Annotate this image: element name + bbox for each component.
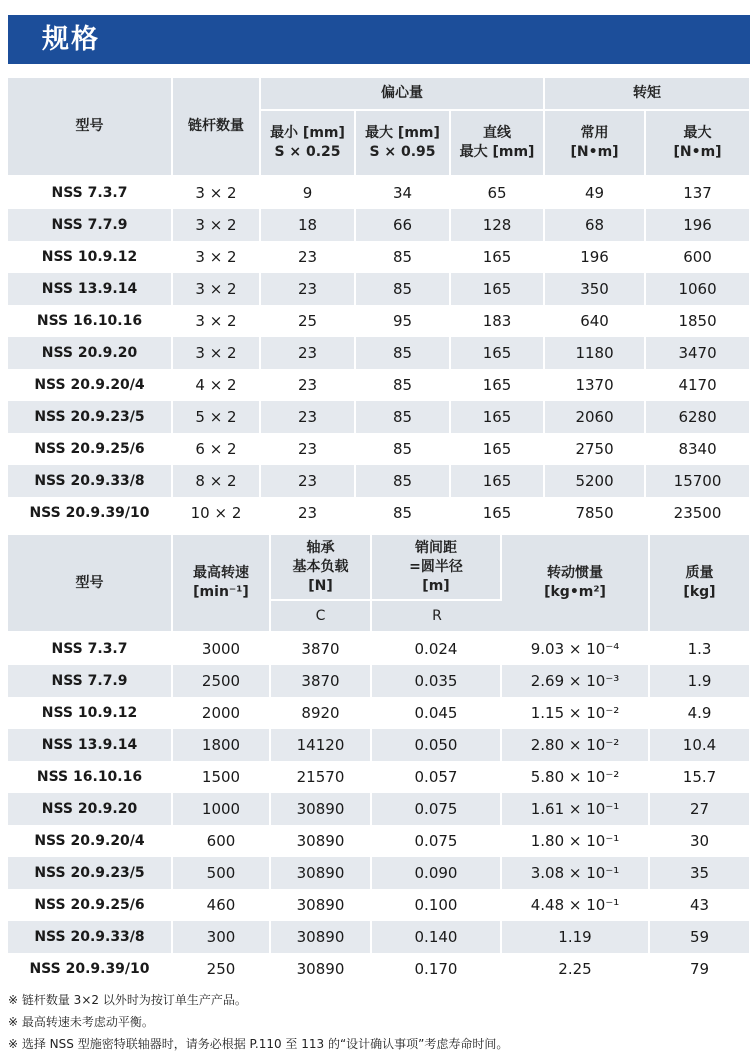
value-cell: 600 <box>683 248 712 266</box>
value-cell: 23 <box>261 433 356 465</box>
value-cell: 23 <box>261 401 356 433</box>
value-cell: 640 <box>545 305 646 337</box>
value-cell: 1.61 × 10⁻¹ <box>502 793 650 825</box>
value-cell: 30890 <box>271 921 372 953</box>
value-cell: 137 <box>683 184 712 202</box>
value-cell: 128 <box>451 209 545 241</box>
value-cell: 2.80 × 10⁻² <box>502 729 650 761</box>
value-cell: 1060 <box>646 273 749 305</box>
value-cell: 1180 <box>545 337 646 369</box>
value-cell: 5.80 × 10⁻² <box>502 761 650 793</box>
header-bearing-load: 轴承 基本负载 [N] <box>271 535 372 601</box>
header-model: 型号 <box>8 535 173 633</box>
footnotes <box>8 989 508 1055</box>
model-cell: NSS 7.7.9 <box>8 665 173 697</box>
header-model: 型号 <box>8 78 173 177</box>
value-cell: 0.075 <box>372 825 502 857</box>
value-cell: 85 <box>356 241 451 273</box>
value-cell: 15.7 <box>682 768 717 786</box>
value-cell: 8 × 2 <box>173 465 261 497</box>
header-torque: 转矩 <box>545 78 749 111</box>
value-cell: 0.090 <box>372 857 502 889</box>
value-cell: 85 <box>356 401 451 433</box>
model-cell: NSS 20.9.33/8 <box>8 921 173 953</box>
value-cell: 1.3 <box>687 640 712 658</box>
value-cell: 165 <box>451 273 545 305</box>
value-cell: 0.100 <box>372 889 502 921</box>
model-cell: NSS 20.9.25/6 <box>8 889 173 921</box>
spec-table-performance <box>8 535 749 985</box>
value-cell: 8920 <box>271 697 372 729</box>
value-cell: 30 <box>689 832 710 850</box>
value-cell: 6 × 2 <box>173 433 261 465</box>
value-cell: 30890 <box>271 889 372 921</box>
model-cell: NSS 7.3.7 <box>8 177 173 209</box>
value-cell: 3000 <box>173 633 271 665</box>
header-inertia: 转动惯量 [kg•m²] <box>502 535 650 633</box>
header-pin-distance: 销间距 =圆半径 [m] <box>372 535 502 601</box>
value-cell: 65 <box>451 177 545 209</box>
value-cell: 3870 <box>271 665 372 697</box>
model-cell: NSS 20.9.25/6 <box>8 433 173 465</box>
value-cell: 2.25 <box>502 953 650 985</box>
value-cell: 3 × 2 <box>173 305 261 337</box>
value-cell: 0.035 <box>372 665 502 697</box>
value-cell: 49 <box>545 177 646 209</box>
header-chain-count: 链杆数量 <box>173 78 261 177</box>
value-cell: 10.4 <box>650 729 749 761</box>
value-cell: 30890 <box>271 857 372 889</box>
model-cell: NSS 16.10.16 <box>8 305 173 337</box>
value-cell: 30890 <box>271 793 372 825</box>
value-cell: 165 <box>451 401 545 433</box>
header-torque-normal: 常用 [N•m] <box>545 111 646 177</box>
value-cell: 18 <box>261 209 356 241</box>
model-cell: NSS 20.9.33/8 <box>8 465 173 497</box>
value-cell: 250 <box>173 953 271 985</box>
model-cell: NSS 20.9.39/10 <box>8 953 173 985</box>
value-cell: 6280 <box>646 401 749 433</box>
page-title: 规格 <box>8 15 750 64</box>
value-cell: 85 <box>356 369 451 401</box>
value-cell: 3 × 2 <box>173 209 261 241</box>
value-cell: 95 <box>356 305 451 337</box>
table-row <box>8 665 749 697</box>
value-cell: 23 <box>261 369 356 401</box>
value-cell: 5 × 2 <box>173 401 261 433</box>
value-cell: 3 × 2 <box>173 177 261 209</box>
header-eccentricity: 偏心量 <box>261 78 545 111</box>
table-row <box>8 273 749 305</box>
table-row <box>8 465 749 497</box>
value-cell: 3 × 2 <box>173 337 261 369</box>
table-row <box>8 857 749 889</box>
value-cell: 1.15 × 10⁻² <box>502 697 650 729</box>
value-cell: 43 <box>689 896 710 914</box>
value-cell: 2500 <box>173 665 271 697</box>
table-row <box>8 305 749 337</box>
table-row <box>8 177 749 209</box>
footnote: ※ 链杆数量 3×2 以外时为按订单生产产品。 <box>8 993 247 1007</box>
value-cell: 23 <box>261 337 356 369</box>
value-cell: 0.050 <box>372 729 502 761</box>
value-cell: 0.140 <box>372 921 502 953</box>
value-cell: 3 × 2 <box>173 273 261 305</box>
value-cell: 500 <box>173 857 271 889</box>
value-cell: 85 <box>356 273 451 305</box>
value-cell: 3870 <box>271 633 372 665</box>
value-cell: 0.075 <box>372 793 502 825</box>
value-cell: 2750 <box>545 433 646 465</box>
value-cell: 27 <box>650 793 749 825</box>
value-cell: 15700 <box>646 465 749 497</box>
table-row <box>8 825 749 857</box>
value-cell: 9 <box>261 177 356 209</box>
value-cell: 10 × 2 <box>173 497 261 529</box>
value-cell: 9.03 × 10⁻⁴ <box>502 633 650 665</box>
value-cell: 165 <box>451 433 545 465</box>
value-cell: 25 <box>261 305 356 337</box>
value-cell: 68 <box>545 209 646 241</box>
value-cell: 0.045 <box>372 697 502 729</box>
value-cell: 4 × 2 <box>173 369 261 401</box>
value-cell: 21570 <box>271 761 372 793</box>
value-cell: 8340 <box>678 440 717 458</box>
header-mass: 质量 [kg] <box>650 535 749 633</box>
value-cell: 5200 <box>545 465 646 497</box>
spec-table-dimensions <box>8 78 749 529</box>
value-cell: 0.057 <box>372 761 502 793</box>
value-cell: 600 <box>173 825 271 857</box>
value-cell: 1500 <box>173 761 271 793</box>
table-row <box>8 953 749 985</box>
value-cell: 2060 <box>545 401 646 433</box>
value-cell: 460 <box>173 889 271 921</box>
value-cell: 165 <box>451 241 545 273</box>
value-cell: 196 <box>646 209 749 241</box>
value-cell: 183 <box>451 305 545 337</box>
table-row <box>8 793 749 825</box>
value-cell: 4.9 <box>687 704 712 722</box>
model-cell: NSS 20.9.20 <box>8 793 173 825</box>
model-cell: NSS 20.9.20/4 <box>8 369 173 401</box>
value-cell: 3470 <box>646 337 749 369</box>
value-cell: 14120 <box>271 729 372 761</box>
value-cell: 0.170 <box>372 953 502 985</box>
model-cell: NSS 10.9.12 <box>8 241 173 273</box>
value-cell: 3 × 2 <box>173 241 261 273</box>
header-max-speed: 最高转速 [min⁻¹] <box>173 535 271 633</box>
model-cell: NSS 7.7.9 <box>8 209 173 241</box>
table-row <box>8 633 749 665</box>
table-row <box>8 209 749 241</box>
header-pin-symbol: R <box>372 601 502 633</box>
value-cell: 35 <box>650 857 749 889</box>
value-cell: 30890 <box>271 953 372 985</box>
value-cell: 1850 <box>678 312 717 330</box>
model-cell: NSS 20.9.20/4 <box>8 825 173 857</box>
value-cell: 85 <box>356 433 451 465</box>
value-cell: 2.69 × 10⁻³ <box>502 665 650 697</box>
table-row <box>8 401 749 433</box>
value-cell: 1000 <box>173 793 271 825</box>
header-ecc-min: 最小 [mm] S × 0.25 <box>261 111 356 177</box>
value-cell: 2000 <box>173 697 271 729</box>
value-cell: 23 <box>261 465 356 497</box>
model-cell: NSS 10.9.12 <box>8 697 173 729</box>
value-cell: 350 <box>545 273 646 305</box>
model-cell: NSS 7.3.7 <box>8 633 173 665</box>
table-row <box>8 921 749 953</box>
footnote: ※ 最高转速未考虑动平衡。 <box>8 1015 154 1029</box>
model-cell: NSS 20.9.23/5 <box>8 401 173 433</box>
table-row <box>8 697 749 729</box>
model-cell: NSS 20.9.39/10 <box>8 497 173 529</box>
value-cell: 1.9 <box>650 665 749 697</box>
model-cell: NSS 20.9.23/5 <box>8 857 173 889</box>
value-cell: 1.19 <box>502 921 650 953</box>
value-cell: 59 <box>650 921 749 953</box>
value-cell: 165 <box>451 337 545 369</box>
table-row <box>8 369 749 401</box>
value-cell: 3.08 × 10⁻¹ <box>502 857 650 889</box>
value-cell: 85 <box>356 337 451 369</box>
model-cell: NSS 13.9.14 <box>8 729 173 761</box>
table-row <box>8 889 749 921</box>
value-cell: 7850 <box>545 497 646 529</box>
model-cell: NSS 13.9.14 <box>8 273 173 305</box>
value-cell: 4170 <box>678 376 717 394</box>
value-cell: 23 <box>261 497 356 529</box>
value-cell: 196 <box>545 241 646 273</box>
header-torque-max: 最大 [N•m] <box>646 111 749 177</box>
value-cell: 1.80 × 10⁻¹ <box>502 825 650 857</box>
value-cell: 85 <box>356 465 451 497</box>
value-cell: 165 <box>451 465 545 497</box>
table-row <box>8 337 749 369</box>
model-cell: NSS 16.10.16 <box>8 761 173 793</box>
header-ecc-max: 最大 [mm] S × 0.95 <box>356 111 451 177</box>
model-cell: NSS 20.9.20 <box>8 337 173 369</box>
table-row <box>8 241 749 273</box>
value-cell: 165 <box>451 497 545 529</box>
value-cell: 30890 <box>271 825 372 857</box>
header-bearing-symbol: C <box>271 601 372 633</box>
table-row <box>8 433 749 465</box>
value-cell: 4.48 × 10⁻¹ <box>502 889 650 921</box>
value-cell: 1800 <box>173 729 271 761</box>
value-cell: 1370 <box>545 369 646 401</box>
table-row <box>8 729 749 761</box>
footnote: ※ 选择 NSS 型施密特联轴器时，请务必根据 P.110 至 113 的“设计确认事项”考虑寿命时间。 <box>8 1037 509 1051</box>
value-cell: 34 <box>356 177 451 209</box>
table-row <box>8 761 749 793</box>
value-cell: 79 <box>689 960 710 978</box>
value-cell: 300 <box>173 921 271 953</box>
value-cell: 23500 <box>673 504 722 522</box>
value-cell: 165 <box>451 369 545 401</box>
header-ecc-line: 直线 最大 [mm] <box>451 111 545 177</box>
table-row <box>8 497 749 529</box>
value-cell: 23 <box>261 273 356 305</box>
value-cell: 85 <box>356 497 451 529</box>
value-cell: 0.024 <box>372 633 502 665</box>
value-cell: 66 <box>356 209 451 241</box>
value-cell: 23 <box>261 241 356 273</box>
